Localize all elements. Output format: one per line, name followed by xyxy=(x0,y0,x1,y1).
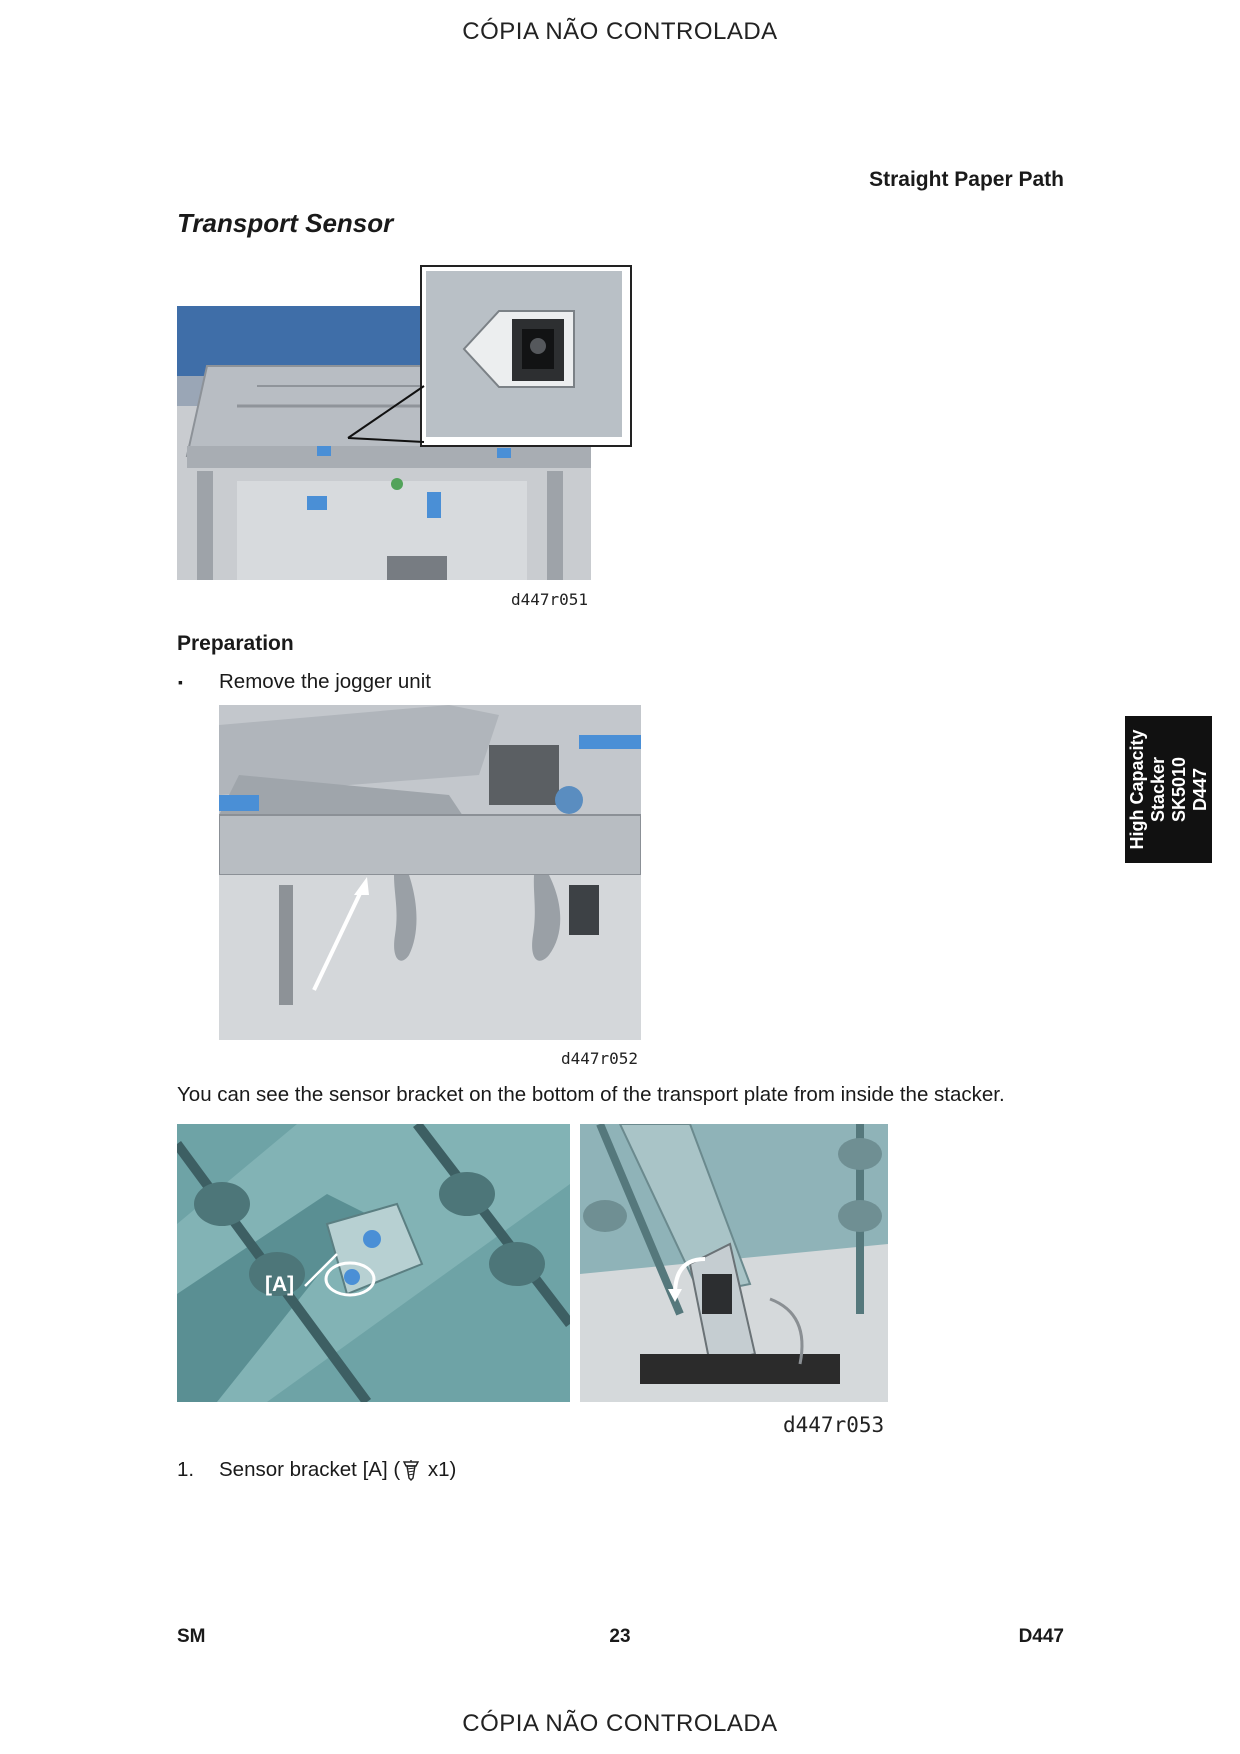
step-text: Sensor bracket [A] ( xyxy=(219,1458,401,1481)
sensor-bracket-photo xyxy=(177,1124,570,1402)
figure-caption-3: d447r053 xyxy=(783,1413,885,1437)
watermark-top: CÓPIA NÃO CONTROLADA xyxy=(462,18,778,45)
body-paragraph: You can see the sensor bracket on the bottom of the transport plate from inside the stacker. xyxy=(177,1083,1005,1106)
jogger-unit-photo xyxy=(219,705,641,1040)
page-title: Transport Sensor xyxy=(177,208,394,238)
step-item xyxy=(219,1458,456,1482)
step-suffix: x1) xyxy=(422,1458,457,1481)
page-number: 23 xyxy=(609,1626,631,1647)
inset-callout-lines xyxy=(340,380,440,450)
step-number: 1. xyxy=(177,1458,195,1481)
bracket-removal-photo xyxy=(580,1124,888,1402)
footer-left: SM xyxy=(177,1626,206,1647)
preparation-heading: Preparation xyxy=(177,632,294,655)
bullet-icon: ▪ xyxy=(178,674,183,690)
side-tab-line-2: Stacker xyxy=(1147,756,1168,823)
figure-caption-1: d447r051 xyxy=(511,590,589,609)
footer-right: D447 xyxy=(1018,1626,1064,1647)
side-tab-line-4: D447 xyxy=(1189,767,1210,812)
section-header: Straight Paper Path xyxy=(869,168,1064,191)
side-tab-line-1: High Capacity xyxy=(1126,729,1147,850)
screw-icon xyxy=(402,1459,420,1481)
sensor-inset-photo xyxy=(420,265,632,447)
side-section-tab xyxy=(1125,716,1212,863)
preparation-item: Remove the jogger unit xyxy=(219,670,431,693)
side-tab-line-3: SK5010 xyxy=(1168,756,1189,823)
watermark-bottom: CÓPIA NÃO CONTROLADA xyxy=(462,1710,778,1737)
callout-label-a: [A] xyxy=(265,1273,295,1296)
figure-caption-2: d447r052 xyxy=(561,1049,639,1068)
